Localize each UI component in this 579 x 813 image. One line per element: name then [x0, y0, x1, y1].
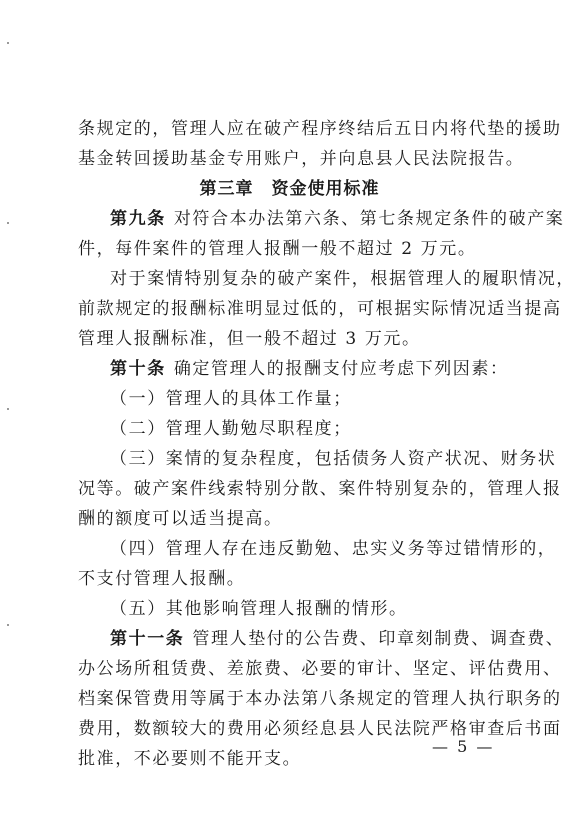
paragraph-line: 费用，数额较大的费用必须经息县人民法院严格审查后书面: [78, 719, 562, 739]
scan-mark: [7, 42, 9, 44]
chapter-heading: [0, 174, 579, 204]
paragraph-line: 办公场所租赁费、差旅费、必要的审计、坚定、评估费用、: [78, 659, 562, 679]
chapter-title: 资金使用标准: [271, 179, 380, 199]
article-label: 第九条: [110, 209, 166, 229]
paragraph-line: 管理人报酬标准，但一般不超过 3 万元。: [78, 329, 421, 349]
paragraph-line: 基金转回援助基金专用账户，并向息县人民法院报告。: [78, 149, 525, 169]
article-text: 管理人垫付的公告费、印章刻制费、调查费、: [192, 629, 565, 649]
article-label: 第十一条: [110, 629, 185, 649]
scan-mark: [7, 408, 9, 410]
paragraph-line: 酬的额度可以适当提高。: [78, 509, 283, 529]
paragraph-line: 件，每件案件的管理人报酬一般不超过 2 万元。: [78, 239, 477, 259]
article-line: [110, 204, 565, 234]
paragraph-line: 批准，不必要则不能开支。: [78, 749, 302, 769]
article-text: 对符合本办法第六条、第七条规定条件的破产案: [173, 209, 565, 229]
article-line: [110, 624, 565, 654]
list-item: （三）案情的复杂程度，包括债务人资产状况、财务状: [110, 449, 557, 469]
chapter-number: 第三章: [199, 179, 254, 199]
article-label: 第十条: [110, 359, 166, 379]
list-item: （四）管理人存在违反勤勉、忠实义务等过错情形的，: [110, 539, 557, 559]
list-item: （一）管理人的具体工作量；: [110, 389, 352, 409]
paragraph-line: 对于案情特别复杂的破产案件，根据管理人的履职情况，: [110, 269, 575, 289]
scan-mark: [7, 222, 9, 224]
paragraph-line: 条规定的，管理人应在破产程序终结后五日内将代垫的援助: [78, 119, 562, 139]
article-text: 确定管理人的报酬支付应考虑下列因素：: [173, 359, 509, 379]
list-item: （二）管理人勤勉尽职程度；: [110, 419, 352, 439]
scan-mark: [7, 624, 9, 626]
paragraph-line: 前款规定的报酬标准明显过低的，可根据实际情况适当提高: [78, 299, 562, 319]
paragraph-line: 档案保管费用等属于本办法第八条规定的管理人执行职务的: [78, 689, 562, 709]
paragraph-line: 况等。破产案件线索特别分散、案件特别复杂的，管理人报: [78, 479, 562, 499]
list-item: （五）其他影响管理人报酬的情形。: [110, 599, 408, 619]
paragraph-line: 不支付管理人报酬。: [78, 569, 246, 589]
page-number: — 5 —: [432, 737, 495, 756]
article-line: [110, 354, 550, 384]
